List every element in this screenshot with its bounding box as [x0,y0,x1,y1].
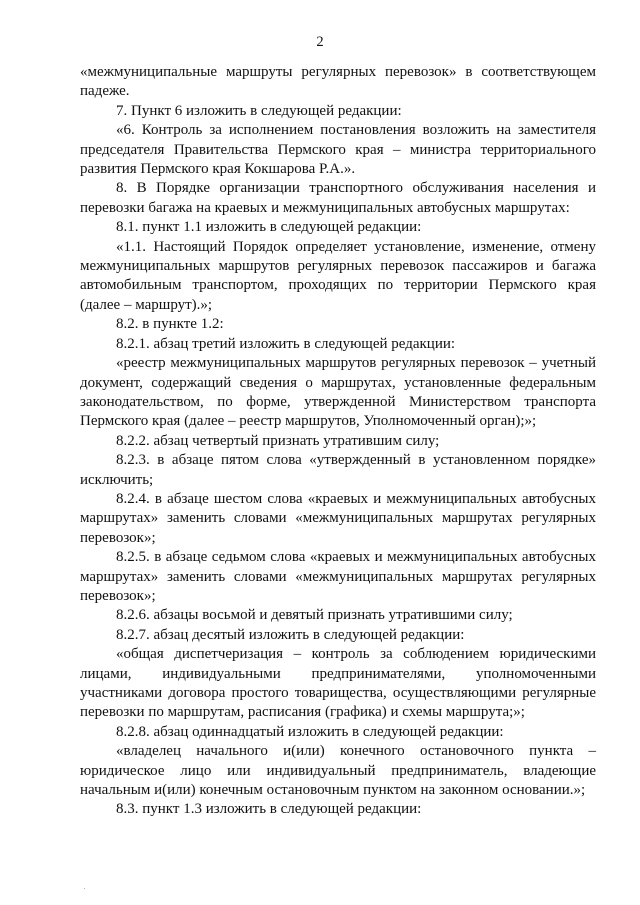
page-number: 2 [316,34,324,50]
scan-speck [84,888,85,889]
paragraph: 8.2.7. абзац десятый изложить в следующей редакции: [116,626,465,643]
paragraph: 8.2.2. абзац четвертый признать утратившим силу; [116,432,440,449]
paragraph: 8.2.4. в абзаце шестом слова «краевых и межмуниципальных автобусных маршрутах» заменить словами «межмуниципальных маршрутах регулярных перевозок»; [80,490,596,546]
document-body [80,63,596,820]
paragraph: «1.1. Настоящий Порядок определяет установление, изменение, отмену межмуниципальных маршрутов регулярных перевозок пассажиров и багажа автомобильным транспортом, проходящих по территории Пермского края (далее – маршрут).»; [80,238,596,313]
paragraph: 8.2.1. абзац третий изложить в следующей редакции: [116,335,456,352]
paragraph: «межмуниципальные маршруты регулярных перевозок» в соответствующем падеже. [80,64,596,100]
paragraph: «общая диспетчеризация – контроль за соблюдением юридическими лицами, индивидуальными предпринимателями, уполномоченными участниками договора простого товарищества, осуществляющими регулярные перевозки по маршрутам, расписания (графика) и схемы маршрута;»; [80,646,596,721]
paragraph: 7. Пункт 6 изложить в следующей редакции: [116,102,402,119]
paragraph: «реестр межмуниципальных маршрутов регулярных перевозок – учетный документ, содержащий сведения о маршрутах, установленные федеральным законодательством, по форме, утвержденной Министерством транспорта Пермского края (далее – реестр маршрутов, Уполномоченный орган);»; [80,355,596,430]
paragraph: 8.2. в пункте 1.2: [116,316,224,333]
paragraph: «6. Контроль за исполнением постановления возложить на заместителя председателя Правительства Пермского края – министра территориального развития Пермского края Кокшарова Р.А.». [80,122,596,178]
paragraph: 8.2.6. абзацы восьмой и девятый признать утратившими силу; [116,607,513,624]
paragraph: 8.2.3. в абзаце пятом слова «утвержденный в установленном порядке» исключить; [80,452,596,488]
paragraph: 8.2.5. в абзаце седьмом слова «краевых и межмуниципальных автобусных маршрутах» заменить словами «межмуниципальных маршрутах регулярных перевозок»; [80,549,596,604]
paragraph: 8.3. пункт 1.3 изложить в следующей редакции: [116,801,422,818]
paragraph: 8.2.8. абзац одиннадцатый изложить в следующей редакции: [116,723,504,740]
paragraph: «владелец начального и(или) конечного остановочного пункта – юридическое лицо или индивидуальный предприниматель, владеющие начальным и(или) конечным остановочным пунктом на законном основании.»; [80,743,596,799]
paragraph: 8.1. пункт 1.1 изложить в следующей редакции: [116,219,422,236]
paragraph: 8. В Порядке организации транспортного обслуживания населения и перевозки багажа на краевых и межмуниципальных автобусных маршрутах: [80,180,596,216]
